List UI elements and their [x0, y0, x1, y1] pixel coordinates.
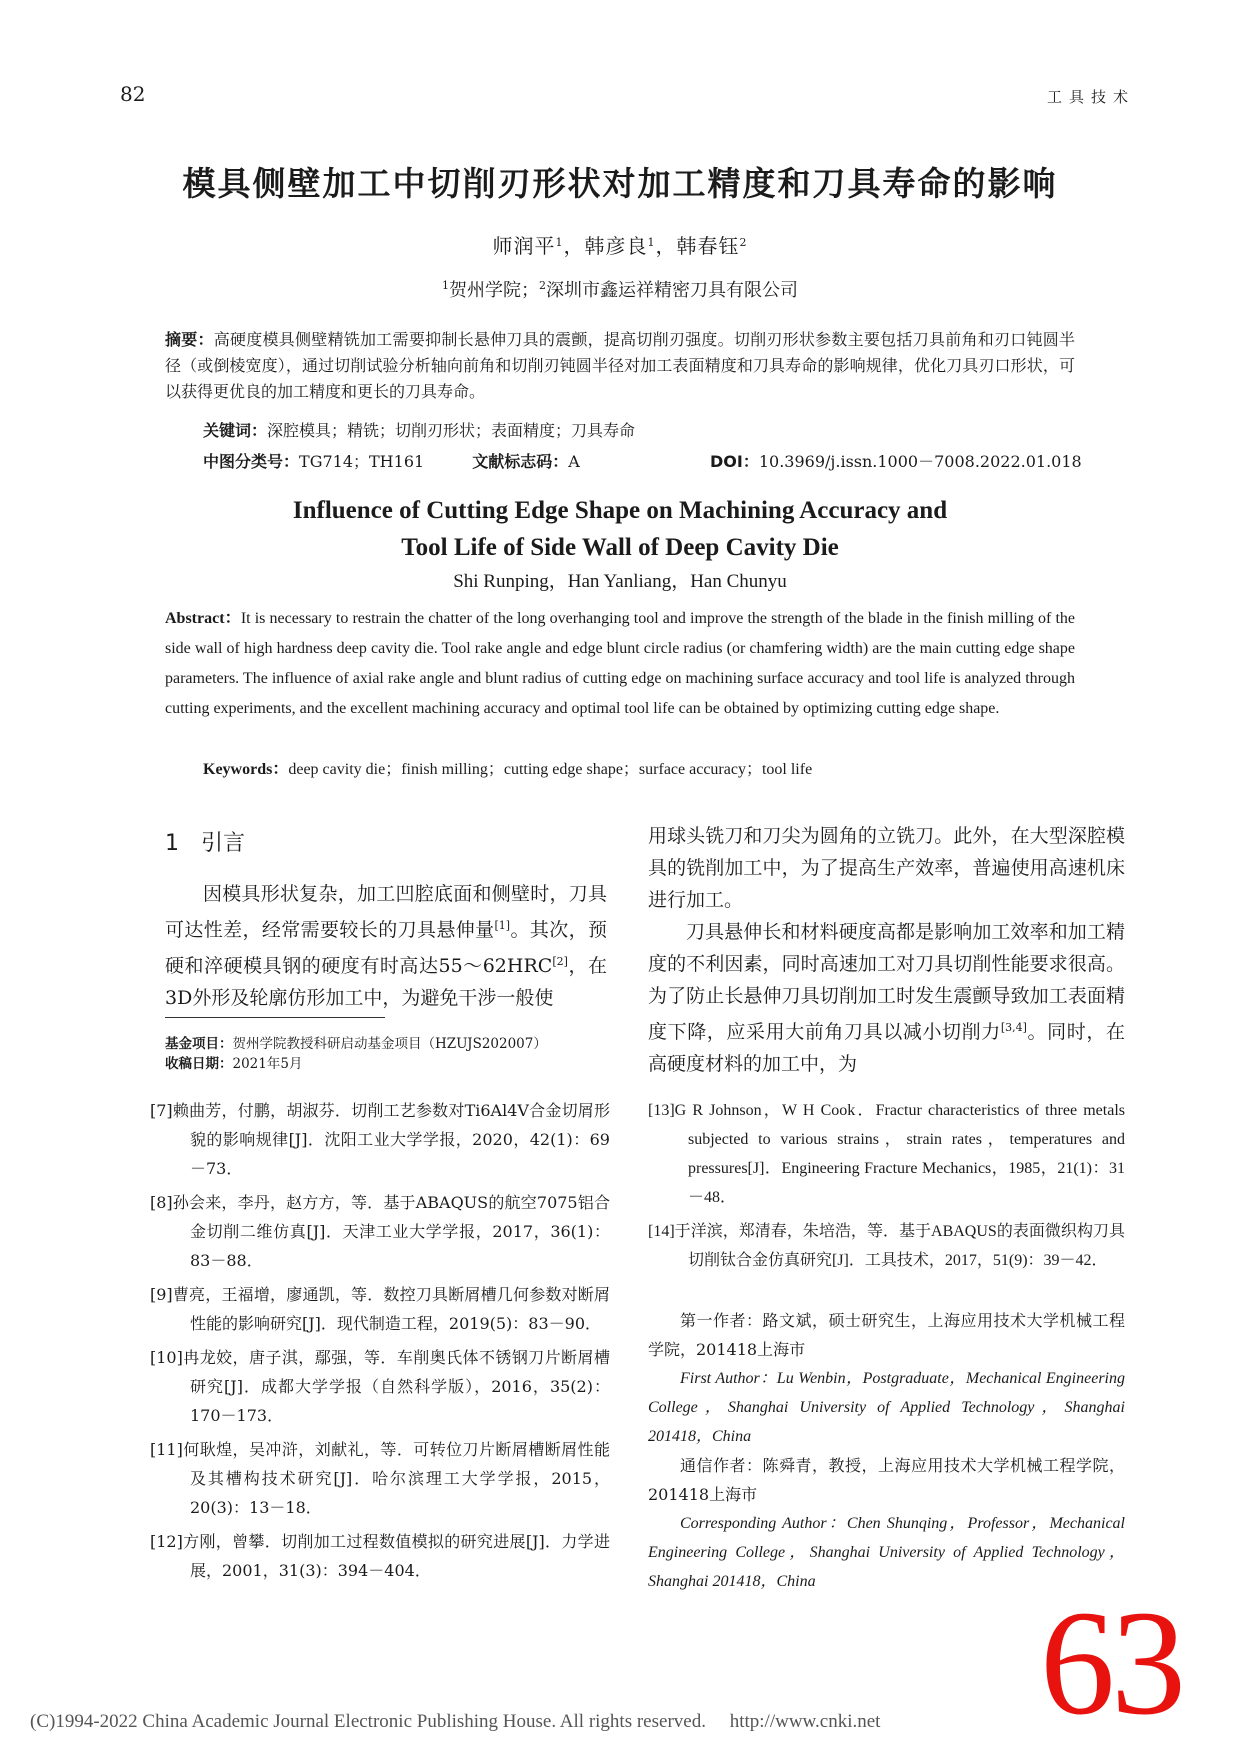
author-name: 师润平 [492, 234, 556, 258]
body-column-left [165, 878, 607, 1014]
authors-cn: 师润平$^1$，韩彦良$^1$，韩春钰$^2$ [492, 234, 748, 258]
references-right [648, 1096, 1125, 1280]
classification-line [203, 449, 580, 472]
doi-label: DOI： [710, 452, 759, 471]
abstract-en-text: It is necessary to restrain the chatter of the long overhanging tool and improve the strength of the blade in the finish milling of the side wall of high hardness deep cavity die. Tool rake angle and edge blunt circle radius (or chamfering width) are the main cutting edge shape parameters. The influence of axial rake angle and blunt radius of cutting edge on machining surface accuracy and tool life is analyzed through cutting experiments, and the excellent machining accuracy and optimal tool life can be obtained by optimizing cutting edge shape. [165, 610, 1076, 717]
affiliations-cn: $^1$贺州学院；$^2$深圳市鑫运祥精密刀具有限公司 [442, 279, 798, 301]
footnote-divider [165, 1017, 385, 1018]
citation: [1] [494, 919, 511, 932]
reference-item: [8]孙会来，李丹，赵方方，等．基于ABAQUS的航空7075铝合金切削二维仿真[J]．天津工业大学学报，2017，36(1)：83－88． [150, 1193, 610, 1270]
references-left [150, 1096, 610, 1590]
author-notes [648, 1306, 1125, 1596]
first-author-cn: 第一作者：路文斌，硕士研究生，上海应用技术大学机械工程学院，201418上海市 [648, 1311, 1125, 1359]
clc-label: 中图分类号： [203, 452, 300, 471]
first-author-en: First Author：Lu Wenbin，Postgraduate，Mechanical Engineering College，Shanghai University of Applied Technology，Shanghai 201418，China [648, 1370, 1125, 1445]
abstract-en [165, 604, 1075, 724]
paper-title-en [0, 492, 1240, 566]
doi-line [710, 449, 1082, 472]
author-sup: 1 [555, 236, 564, 249]
doc-code-value: A [568, 452, 580, 471]
affil-name: 贺州学院 [449, 280, 521, 301]
journal-name: 工具技术 [1046, 88, 1135, 106]
funding-note [165, 1034, 547, 1074]
reference-item: [14]于洋滨，郑清春，朱培浩，等．基于ABAQUS的表面微织构刀具切削钛合金仿真研究[J]．工具技术，2017，51(9)：39－42． [648, 1223, 1125, 1269]
reference-item: [11]何耿煌，吴冲浒，刘献礼，等．可转位刀片断屑槽断屑性能及其槽构技术研究[J]．哈尔滨理工大学学报，2015，20(3)：13－18． [150, 1440, 610, 1517]
abstract-cn [165, 327, 1075, 405]
copyright-footer: (C)1994-2022 China Academic Journal Electronic Publishing House. All rights reserved. http://www.cnki.net [30, 1711, 881, 1732]
received-date-line: 收稿日期：2021年5月 [165, 1056, 303, 1072]
authors-en: Shi Runping，Han Yanliang，Han Chunyu [453, 571, 787, 592]
corresponding-author-en: Corresponding Author：Chen Shunqing，Professor，Mechanical Engineering College，Shanghai University of Applied Technology，Shanghai 201418，China [648, 1515, 1125, 1590]
page-stamp-number: 63 [1040, 1580, 1182, 1746]
keywords-cn-label: 关键词： [203, 421, 268, 440]
doc-code-label: 文献标志码： [472, 452, 569, 471]
citation: [2] [552, 955, 568, 968]
keywords-cn [203, 418, 635, 441]
abstract-en-label: Abstract： [165, 610, 241, 627]
reference-item: [13]G R Johnson，W H Cook．Fractur characteristics of three metals subjected to various strains，strain rates，temperatures and pressures[J]．Engineering Fracture Mechanics，1985，21(1)：31－48． [648, 1102, 1125, 1206]
paragraph: 因模具形状复杂，加工凹腔底面和侧壁时，刀具可达性差，经常需要较长的刀具悬伸量[1]。其次，预硬和淬硬模具钢的硬度有时高达55～62HRC[2]，在3D外形及轮廓仿形加工中，为避免干涉一般使 [165, 883, 607, 1009]
abstract-cn-text: 高硬度模具侧壁精铣加工需要抑制长悬伸刀具的震颤，提高切削刃强度。切削刃形状参数主要包括刀具前角和刃口钝圆半径（或倒棱宽度），通过切削试验分析轴向前角和切削刃钝圆半径对加工表面精度和刀具寿命的影响规律，优化刀具刃口形状，可以获得更优良的加工精度和更长的刀具寿命。 [165, 330, 1075, 401]
paragraph: 刀具悬伸长和材料硬度高都是影响加工效率和加工精度的不利因素，同时高速加工对刀具切削性能要求很高。为了防止长悬伸刀具切削加工时发生震颤导致加工表面精度下降，应采用大前角刀具以减小切削力[3,4]。同时，在高硬度材料的加工中，为 [648, 921, 1125, 1075]
paper-title-cn: 模具侧壁加工中切削刃形状对加工精度和刀具寿命的影响 [182, 164, 1058, 203]
abstract-cn-label: 摘要： [165, 330, 214, 349]
author-name: 韩春钰 [676, 234, 740, 258]
author-sup: 2 [739, 236, 748, 249]
reference-item: [7]赖曲芳，付鹏，胡淑芬．切削工艺参数对Ti6Al4V合金切屑形貌的影响规律[J]．沈阳工业大学学报，2020，42(1)：69－73． [150, 1101, 610, 1178]
citation: [3,4] [1000, 1021, 1027, 1034]
author-name: 韩彦良 [584, 234, 648, 258]
keywords-en-label: Keywords： [203, 761, 289, 778]
title-en-line-1: Influence of Cutting Edge Shape on Machining Accuracy and [292, 497, 948, 524]
keywords-cn-text: 深腔模具；精铣；切削刃形状；表面精度；刀具寿命 [267, 421, 636, 440]
affil-name: 深圳市鑫运祥精密刀具有限公司 [546, 280, 798, 301]
body-column-right [648, 820, 1125, 1080]
reference-item: [12]方刚，曾攀．切削加工过程数值模拟的研究进展[J]．力学进展，2001，31(3)：394－404． [150, 1532, 610, 1580]
keywords-en-text: deep cavity die；finish milling；cutting edge shape；surface accuracy；tool life [288, 761, 813, 778]
page-number: 82 [120, 82, 146, 106]
paragraph: 用球头铣刀和刀尖为圆角的立铣刀。此外，在大型深腔模具的铣削加工中，为了提高生产效率，普遍使用高速机床进行加工。 [648, 825, 1125, 911]
clc-value: TG714；TH161 [299, 452, 425, 471]
doi-value: 10.3969/j.issn.1000－7008.2022.01.018 [758, 452, 1082, 471]
fund-line: 基金项目：贺州学院教授科研启动基金项目（HZUJS202007） [165, 1036, 547, 1052]
title-en-line-2: Tool Life of Side Wall of Deep Cavity Die [401, 534, 839, 561]
author-sup: 1 [647, 236, 656, 249]
keywords-en [203, 756, 812, 779]
corresponding-author-cn: 通信作者：陈舜青，教授，上海应用技术大学机械工程学院，201418上海市 [648, 1456, 1125, 1504]
reference-item: [9]曹亮，王福增，廖通凯，等．数控刀具断屑槽几何参数对断屑性能的影响研究[J]．现代制造工程，2019(5)：83－90． [150, 1285, 610, 1333]
affil-sup: 2 [539, 279, 546, 292]
affil-sup: 1 [442, 279, 449, 292]
section-heading: 1 引言 [165, 831, 245, 856]
reference-item: [10]冉龙姣，唐子淇，鄢强，等．车削奥氏体不锈钢刀片断屑槽研究[J]．成都大学学报（自然科学版），2016，35(2)：170－173． [150, 1348, 610, 1425]
